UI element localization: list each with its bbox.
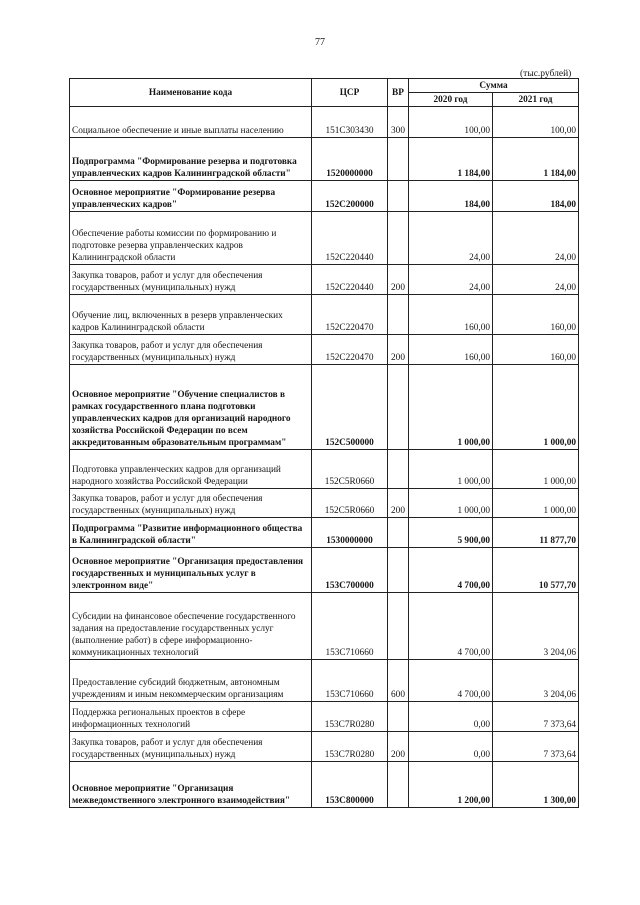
cell-sum-2021: 7 373,64 [493,732,579,762]
cell-sum-2021: 3 204,06 [493,593,579,660]
cell-csr: 1530000000 [312,518,388,548]
header-sum: Сумма [409,79,579,93]
cell-vr [388,702,409,732]
cell-sum-2020: 0,00 [409,702,493,732]
cell-vr [388,365,409,450]
cell-vr: 200 [388,489,409,518]
cell-sum-2021: 24,00 [493,212,579,265]
cell-sum-2021: 160,00 [493,335,579,365]
cell-csr: 1520000000 [312,138,388,181]
cell-sum-2021: 1 000,00 [493,450,579,489]
cell-sum-2021: 1 000,00 [493,489,579,518]
cell-vr [388,212,409,265]
cell-csr: 152C220440 [312,265,388,295]
cell-vr: 200 [388,265,409,295]
cell-csr: 153C800000 [312,762,388,808]
cell-sum-2021: 1 300,00 [493,762,579,808]
table-header [70,79,579,107]
cell-sum-2020: 1 000,00 [409,450,493,489]
table-row [70,489,579,518]
cell-name: Основное мероприятие "Формирование резерва управленческих кадров" [70,181,312,212]
cell-sum-2020: 4 700,00 [409,548,493,593]
cell-sum-2020: 24,00 [409,265,493,295]
cell-sum-2020: 1 000,00 [409,489,493,518]
table-row [70,181,579,212]
cell-csr: 152C5R0660 [312,489,388,518]
cell-vr: 200 [388,335,409,365]
cell-name: Социальное обеспечение и иные выплаты населению [70,107,312,138]
cell-sum-2020: 0,00 [409,732,493,762]
cell-sum-2021: 7 373,64 [493,702,579,732]
cell-csr: 152C200000 [312,181,388,212]
table-row [70,732,579,762]
cell-csr: 153C7R0280 [312,702,388,732]
table-row [70,295,579,335]
header-vr: ВР [388,79,409,107]
cell-name: Подготовка управленческих кадров для организаций народного хозяйства Российской Федерации [70,450,312,489]
cell-name: Основное мероприятие "Обучение специалистов в рамках государственного плана подготовки управленческих кадров для организаций народного хозяйства Российской Федерации по всем аккредитованным образовательным программам" [70,365,312,450]
cell-name: Обеспечение работы комиссии по формированию и подготовке резерва управленческих кадров Калининградской области [70,212,312,265]
cell-csr: 153C700000 [312,548,388,593]
cell-vr [388,450,409,489]
table-row [70,702,579,732]
cell-sum-2020: 1 000,00 [409,365,493,450]
cell-csr: 152C220440 [312,212,388,265]
cell-csr: 152C5R0660 [312,450,388,489]
cell-name: Подпрограмма "Развитие информационного общества в Калининградской области" [70,518,312,548]
table-row [70,212,579,265]
cell-name: Закупка товаров, работ и услуг для обеспечения государственных (муниципальных) нужд [70,732,312,762]
header-csr: ЦСР [312,79,388,107]
budget-table [69,78,579,808]
table-row [70,660,579,702]
table-row [70,335,579,365]
cell-csr: 152C500000 [312,365,388,450]
cell-vr: 200 [388,732,409,762]
table-body [70,107,579,808]
table-row [70,518,579,548]
cell-sum-2021: 11 877,70 [493,518,579,548]
cell-name: Закупка товаров, работ и услуг для обеспечения государственных (муниципальных) нужд [70,489,312,518]
table-row [70,450,579,489]
header-year-2020: 2020 год [409,93,493,107]
cell-name: Основное мероприятие "Организация межведомственного электронного взаимодействия" [70,762,312,808]
table-row [70,762,579,808]
cell-sum-2020: 184,00 [409,181,493,212]
cell-vr [388,181,409,212]
cell-sum-2020: 1 200,00 [409,762,493,808]
cell-vr [388,762,409,808]
cell-sum-2021: 24,00 [493,265,579,295]
cell-name: Обучение лиц, включенных в резерв управленческих кадров Калининградской области [70,295,312,335]
cell-sum-2020: 5 900,00 [409,518,493,548]
table-row [70,107,579,138]
cell-name: Подпрограмма "Формирование резерва и подготовка управленческих кадров Калининградской области" [70,138,312,181]
cell-csr: 152C220470 [312,335,388,365]
cell-vr [388,548,409,593]
cell-sum-2021: 160,00 [493,295,579,335]
header-year-2021: 2021 год [493,93,579,107]
cell-csr: 152C220470 [312,295,388,335]
cell-name: Предоставление субсидий бюджетным, автономным учреждениям и иным некоммерческим организациям [70,660,312,702]
table-row [70,365,579,450]
cell-vr [388,295,409,335]
cell-vr [388,518,409,548]
cell-name: Закупка товаров, работ и услуг для обеспечения государственных (муниципальных) нужд [70,265,312,295]
cell-vr: 600 [388,660,409,702]
cell-name: Основное мероприятие "Организация предоставления государственных и муниципальных услуг в электронном виде" [70,548,312,593]
cell-sum-2021: 3 204,06 [493,660,579,702]
table-row [70,265,579,295]
cell-sum-2021: 1 184,00 [493,138,579,181]
header-name: Наименование кода [70,79,312,107]
cell-sum-2020: 160,00 [409,295,493,335]
cell-sum-2020: 160,00 [409,335,493,365]
cell-name: Поддержка региональных проектов в сфере информационных технологий [70,702,312,732]
table-row [70,548,579,593]
cell-sum-2021: 1 000,00 [493,365,579,450]
cell-sum-2020: 1 184,00 [409,138,493,181]
table-row [70,593,579,660]
cell-sum-2020: 100,00 [409,107,493,138]
table-row [70,138,579,181]
cell-vr: 300 [388,107,409,138]
cell-sum-2020: 4 700,00 [409,593,493,660]
cell-sum-2021: 100,00 [493,107,579,138]
cell-sum-2021: 184,00 [493,181,579,212]
cell-csr: 153C710660 [312,660,388,702]
cell-csr: 151C303430 [312,107,388,138]
cell-csr: 153C7R0280 [312,732,388,762]
cell-name: Субсидии на финансовое обеспечение государственного задания на предоставление государственных услуг (выполнение работ) в сфере информационно-коммуникационных технологий [70,593,312,660]
cell-csr: 153C710660 [312,593,388,660]
cell-sum-2020: 24,00 [409,212,493,265]
page-number: 77 [315,37,325,48]
cell-sum-2021: 10 577,70 [493,548,579,593]
cell-vr [388,138,409,181]
units-note: (тыс.рублей) [520,69,572,79]
cell-name: Закупка товаров, работ и услуг для обеспечения государственных (муниципальных) нужд [70,335,312,365]
cell-vr [388,593,409,660]
cell-sum-2020: 4 700,00 [409,660,493,702]
